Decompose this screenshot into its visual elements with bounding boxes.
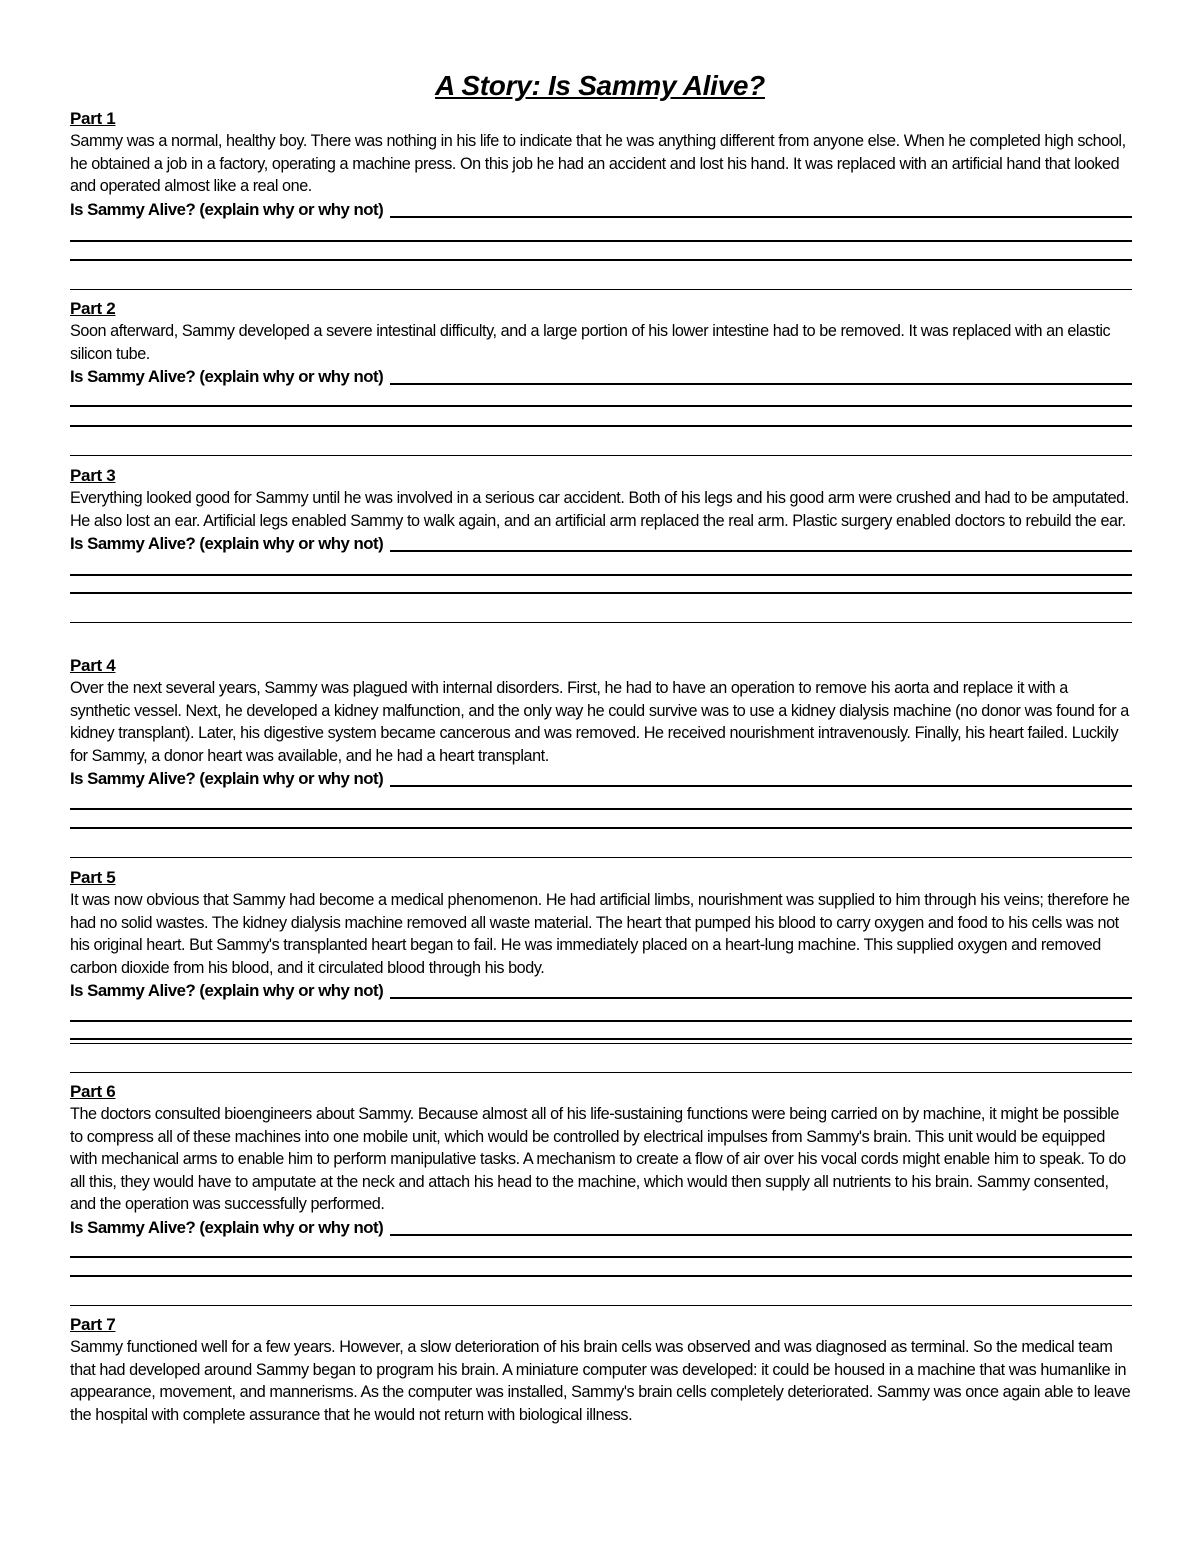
part-heading: Part 6 <box>70 1082 116 1101</box>
part-story-text: Over the next several years, Sammy was plagued with internal disorders. First, he had to have an operation to remove his aorta and replace it with a synthetic vessel. Next, he developed a kidney malfunction, and the only way he could survive was to use a kidney dialysis machine (no donor was found for a kidney transplant). Later, his digestive system became cancerous and was removed. He received nourishment intravenously. Finally, his heart failed. Luckily for Sammy, a donor heart was available, and he had a heart transplant. <box>70 678 1129 765</box>
answer-line[interactable] <box>70 1256 1132 1258</box>
question-row <box>70 198 1132 222</box>
question-prompt: Is Sammy Alive? (explain why or why not) <box>70 769 384 788</box>
answer-line[interactable] <box>70 240 1132 242</box>
answer-line[interactable] <box>70 425 1132 427</box>
part-story-text: The doctors consulted bioengineers about Sammy. Because almost all of his life-sustaining functions were being carried on by machine, it might be possible to compress all of these machines into one mobile unit, which would be controlled by electrical impulses from Sammy's brain. This unit would be equipped with mechanical arms to enable him to perform manipulative tasks. A mechanism to create a flow of air over his vocal cords might enable him to speak. To do all this, they would have to amputate at the neck and attach his head to the machine, which would then supply all nutrients to his brain. Sammy consented, and the operation was successfully performed. <box>70 1104 1126 1213</box>
section-divider <box>70 857 1132 858</box>
answer-line[interactable] <box>70 1020 1132 1022</box>
part-heading: Part 3 <box>70 466 116 485</box>
part-story-text: Soon afterward, Sammy developed a severe intestinal difficulty, and a large portion of his lower intestine had to be removed. It was replaced with an elastic silicon tube. <box>70 321 1111 363</box>
part-heading: Part 5 <box>70 868 116 887</box>
part-5-section <box>70 867 1132 1073</box>
question-row <box>70 532 1132 556</box>
answer-line[interactable] <box>70 827 1132 829</box>
answer-line[interactable] <box>70 405 1132 407</box>
section-divider <box>70 622 1132 623</box>
answer-line[interactable] <box>70 1038 1132 1040</box>
question-row <box>70 1216 1132 1240</box>
answer-line[interactable] <box>390 785 1132 787</box>
part-story-text: It was now obvious that Sammy had become a medical phenomenon. He had artificial limbs, nourishment was supplied to him through his veins; therefore he had no solid wastes. The kidney dialysis machine removed all waste material. The heart that pumped his blood to carry oxygen and food to his cells was not his original heart. But Sammy's transplanted heart began to fail. He was immediately placed on a heart-lung machine. This supplied oxygen and removed carbon dioxide from his blood, and it circulated blood through his body. <box>70 890 1130 977</box>
part-story-text: Sammy was a normal, healthy boy. There was nothing in his life to indicate that he was anything different from anyone else. When he completed high school, he obtained a job in a factory, operating a machine press. On this job he had an accident and lost his hand. It was replaced with an artificial hand that looked and operated almost like a real one. <box>70 131 1126 195</box>
answer-line[interactable] <box>390 216 1132 218</box>
question-row <box>70 767 1132 791</box>
question-prompt: Is Sammy Alive? (explain why or why not) <box>70 367 384 386</box>
answer-line[interactable] <box>70 574 1132 576</box>
part-7-section <box>70 1314 1132 1426</box>
section-divider <box>70 1072 1132 1073</box>
question-prompt: Is Sammy Alive? (explain why or why not) <box>70 981 384 1000</box>
part-heading: Part 7 <box>70 1315 116 1334</box>
question-prompt: Is Sammy Alive? (explain why or why not) <box>70 534 384 553</box>
section-divider <box>70 1305 1132 1306</box>
question-row <box>70 365 1132 389</box>
part-story-text: Sammy functioned well for a few years. However, a slow deterioration of his brain cells was observed and was diagnosed as terminal. So the medical team that had developed around Sammy began to program his brain. A miniature computer was developed: it could be housed in a machine that was humanlike in appearance, movement, and mannerisms. As the computer was installed, Sammy's brain cells completely deteriorated. Sammy was once again able to leave the hospital with complete assurance that he would not return with biological illness. <box>70 1337 1131 1424</box>
question-row <box>70 979 1132 1003</box>
part-heading: Part 1 <box>70 109 116 128</box>
question-prompt: Is Sammy Alive? (explain why or why not) <box>70 1217 384 1237</box>
section-divider <box>70 289 1132 290</box>
part-heading: Part 2 <box>70 299 116 318</box>
part-heading: Part 4 <box>70 656 116 675</box>
answer-line[interactable] <box>390 1234 1132 1236</box>
part-1-section <box>70 108 1132 290</box>
answer-line[interactable] <box>70 808 1132 810</box>
page-title: A Story: Is Sammy Alive? <box>435 70 765 101</box>
part-6-section <box>70 1081 1132 1306</box>
answer-line[interactable] <box>70 1275 1132 1277</box>
part-4-section <box>70 655 1132 858</box>
part-3-section <box>70 465 1132 623</box>
answer-line[interactable] <box>390 383 1132 385</box>
answer-line[interactable] <box>70 592 1132 594</box>
part-2-section <box>70 298 1132 456</box>
question-prompt: Is Sammy Alive? (explain why or why not) <box>70 199 384 219</box>
part-story-text: Everything looked good for Sammy until he was involved in a serious car accident. Both of his legs and his good arm were crushed and had to be amputated. He also lost an ear. Artificial legs enabled Sammy to walk again, and an artificial arm replaced the real arm. Plastic surgery enabled doctors to rebuild the ear. <box>70 488 1129 530</box>
answer-line[interactable] <box>390 997 1132 999</box>
section-divider <box>70 1043 1132 1044</box>
answer-line[interactable] <box>70 259 1132 261</box>
section-divider <box>70 455 1132 456</box>
answer-line[interactable] <box>390 550 1132 552</box>
